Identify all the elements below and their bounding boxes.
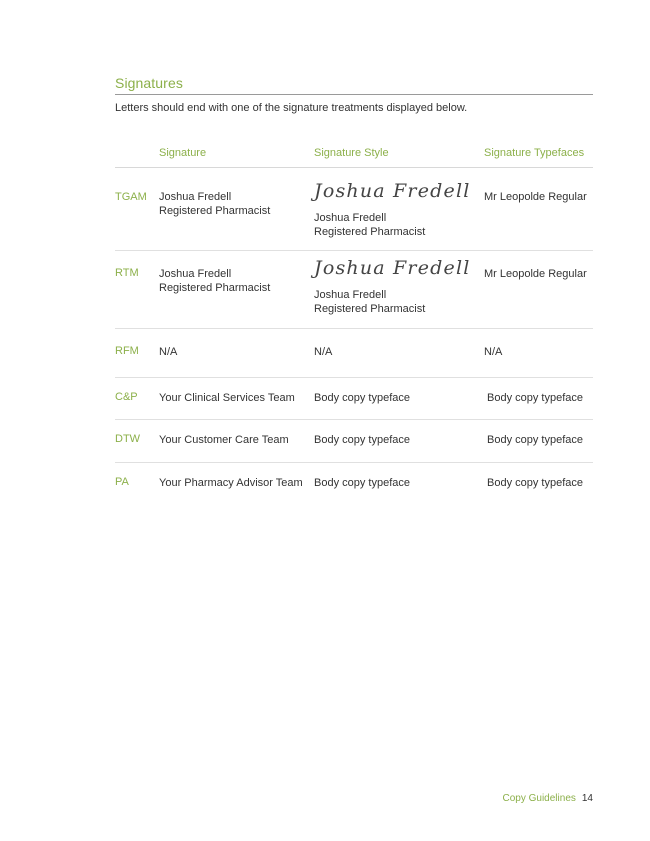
page-number: 14 xyxy=(581,793,593,804)
row-code: RFM xyxy=(115,345,139,357)
signature-cell: Your Customer Care Team xyxy=(159,434,289,446)
row-code: TGAM xyxy=(115,191,147,203)
signature-line: Joshua Fredell xyxy=(159,268,232,280)
signature-line: Registered Pharmacist xyxy=(159,205,271,217)
style-cell: N/A xyxy=(314,346,333,358)
style-line: Registered Pharmacist xyxy=(314,303,426,315)
header-signature-typefaces: Signature Typefaces xyxy=(484,147,585,159)
signature-cell xyxy=(159,190,270,218)
row-divider xyxy=(115,377,593,378)
style-line: Joshua Fredell xyxy=(314,212,387,224)
style-cell: Body copy typeface xyxy=(314,392,411,404)
style-cell: Body copy typeface xyxy=(314,477,411,489)
signature-cell: N/A xyxy=(159,346,178,358)
row-code: DTW xyxy=(115,433,141,445)
signature-cell xyxy=(159,267,270,295)
style-line: Registered Pharmacist xyxy=(314,226,426,238)
row-code: PA xyxy=(115,476,129,488)
style-cell xyxy=(314,211,425,239)
header-divider xyxy=(115,167,593,168)
row-code: C&P xyxy=(115,391,138,403)
row-code: RTM xyxy=(115,267,139,279)
style-line: Joshua Fredell xyxy=(314,289,387,301)
header-signature: Signature xyxy=(159,147,207,159)
style-cell: Body copy typeface xyxy=(314,434,411,446)
intro-text: Letters should end with one of the signature treatments displayed below. xyxy=(115,102,468,114)
row-divider xyxy=(115,328,593,329)
typeface-cell: Body copy typeface xyxy=(487,392,584,404)
typeface-cell: Mr Leopolde Regular xyxy=(484,268,587,280)
title-divider xyxy=(115,94,593,95)
header-signature-style: Signature Style xyxy=(314,147,389,159)
typeface-cell: N/A xyxy=(484,346,503,358)
footer-label: Copy Guidelines xyxy=(502,793,576,804)
typeface-cell: Body copy typeface xyxy=(487,477,584,489)
style-cell xyxy=(314,288,425,316)
signature-line: Registered Pharmacist xyxy=(159,282,271,294)
section-title: Signatures xyxy=(115,75,183,91)
typeface-cell: Body copy typeface xyxy=(487,434,584,446)
row-divider xyxy=(115,462,593,463)
row-divider xyxy=(115,250,593,251)
signature-cell: Your Clinical Services Team xyxy=(159,392,295,404)
page-footer xyxy=(503,793,594,804)
signature-line: Joshua Fredell xyxy=(159,191,232,203)
handwritten-signature: Joshua Fredell xyxy=(314,257,471,279)
row-divider xyxy=(115,419,593,420)
signature-cell: Your Pharmacy Advisor Team xyxy=(159,477,303,489)
handwritten-signature: Joshua Fredell xyxy=(314,180,471,202)
typeface-cell: Mr Leopolde Regular xyxy=(484,191,587,203)
